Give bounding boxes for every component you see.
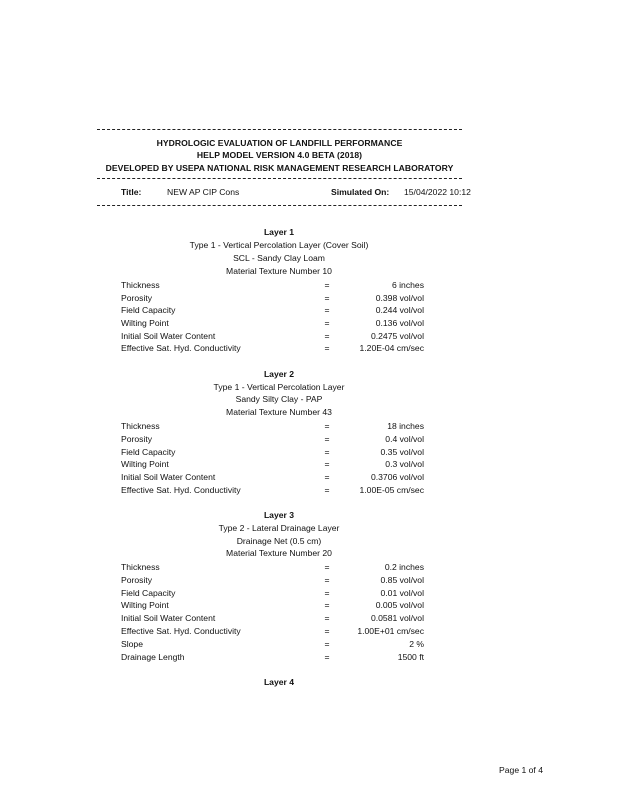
property-row (0, 562, 618, 574)
equals-sign: = (324, 472, 330, 482)
property-value: 0.005 vol/vol (375, 600, 424, 610)
property-row (0, 626, 618, 638)
property-value: 0.01 vol/vol (380, 588, 424, 598)
property-label: Wilting Point (121, 318, 169, 328)
equals-sign: = (324, 447, 330, 457)
property-value: 1.20E-04 cm/sec (359, 343, 424, 353)
title-label: Title: (121, 187, 142, 197)
property-label: Initial Soil Water Content (121, 472, 216, 482)
property-label: Wilting Point (121, 600, 169, 610)
equals-sign: = (324, 588, 330, 598)
property-value: 0.3706 vol/vol (370, 472, 424, 482)
report-header-line1: HYDROLOGIC EVALUATION OF LANDFILL PERFORMANCE (156, 138, 403, 148)
layer-heading: Layer 3 (263, 510, 295, 520)
property-row (0, 472, 618, 484)
equals-sign: = (324, 562, 330, 572)
divider-header-bottom (97, 178, 462, 179)
property-row (0, 421, 618, 433)
simulated-value: 15/04/2022 10:12 (404, 187, 471, 197)
property-label: Porosity (121, 575, 153, 585)
equals-sign: = (324, 652, 330, 662)
equals-sign: = (324, 293, 330, 303)
property-row (0, 459, 618, 471)
property-label: Porosity (121, 434, 153, 444)
property-row (0, 331, 618, 343)
property-value: 0.35 vol/vol (380, 447, 424, 457)
property-label: Drainage Length (121, 652, 185, 662)
property-label: Thickness (121, 421, 160, 431)
property-label: Thickness (121, 562, 160, 572)
equals-sign: = (324, 434, 330, 444)
layer-type: Type 1 - Vertical Percolation Layer (Cover Soil) (189, 240, 369, 250)
equals-sign: = (324, 280, 330, 290)
layer-heading: Layer 2 (263, 369, 295, 379)
equals-sign: = (324, 600, 330, 610)
layer-material: SCL - Sandy Clay Loam (233, 253, 325, 263)
property-value: 0.136 vol/vol (375, 318, 424, 328)
property-label: Effective Sat. Hyd. Conductivity (121, 626, 241, 636)
property-row (0, 485, 618, 497)
property-label: Effective Sat. Hyd. Conductivity (121, 343, 241, 353)
property-row (0, 588, 618, 600)
layer-heading: Layer 1 (263, 227, 295, 237)
property-label: Porosity (121, 293, 153, 303)
property-row (0, 293, 618, 305)
property-value: 0.2 inches (384, 562, 424, 572)
property-value: 0.0581 vol/vol (370, 613, 424, 623)
page-number: Page 1 of 4 (499, 765, 543, 775)
property-row (0, 447, 618, 459)
property-row (0, 575, 618, 587)
equals-sign: = (324, 639, 330, 649)
property-row (0, 613, 618, 625)
property-row (0, 318, 618, 330)
property-value: 0.3 vol/vol (385, 459, 424, 469)
layer-texture: Material Texture Number 43 (226, 407, 332, 417)
property-value: 1.00E-05 cm/sec (359, 485, 424, 495)
equals-sign: = (324, 485, 330, 495)
equals-sign: = (324, 343, 330, 353)
equals-sign: = (324, 318, 330, 328)
equals-sign: = (324, 331, 330, 341)
equals-sign: = (324, 626, 330, 636)
layer-heading: Layer 4 (263, 677, 295, 687)
property-value: 0.85 vol/vol (380, 575, 424, 585)
property-value: 0.244 vol/vol (375, 305, 424, 315)
property-label: Effective Sat. Hyd. Conductivity (121, 485, 241, 495)
property-value: 18 inches (387, 421, 424, 431)
property-value: 0.398 vol/vol (375, 293, 424, 303)
property-label: Field Capacity (121, 447, 176, 457)
layer-material: Sandy Silty Clay - PAP (235, 394, 323, 404)
property-label: Field Capacity (121, 588, 176, 598)
divider-top (97, 129, 462, 130)
property-label: Initial Soil Water Content (121, 331, 216, 341)
equals-sign: = (324, 613, 330, 623)
property-row (0, 600, 618, 612)
property-value: 6 inches (391, 280, 424, 290)
property-value: 1500 ft (397, 652, 424, 662)
equals-sign: = (324, 575, 330, 585)
equals-sign: = (324, 305, 330, 315)
property-row (0, 652, 618, 664)
layer-texture: Material Texture Number 10 (226, 266, 332, 276)
property-label: Wilting Point (121, 459, 169, 469)
title-value: NEW AP CIP Cons (167, 187, 240, 197)
property-row (0, 305, 618, 317)
layer-texture: Material Texture Number 20 (226, 548, 332, 558)
property-label: Initial Soil Water Content (121, 613, 216, 623)
property-label: Field Capacity (121, 305, 176, 315)
simulated-label: Simulated On: (331, 187, 390, 197)
divider-title-bottom (97, 205, 462, 206)
equals-sign: = (324, 421, 330, 431)
property-value: 0.2475 vol/vol (370, 331, 424, 341)
property-row (0, 434, 618, 446)
equals-sign: = (324, 459, 330, 469)
property-row (0, 639, 618, 651)
layer-type: Type 1 - Vertical Percolation Layer (213, 382, 345, 392)
layer-material: Drainage Net (0.5 cm) (236, 536, 322, 546)
property-value: 1.00E+01 cm/sec (357, 626, 424, 636)
property-value: 2 % (409, 639, 424, 649)
property-label: Slope (121, 639, 143, 649)
property-row (0, 280, 618, 292)
report-header-line3: DEVELOPED BY USEPA NATIONAL RISK MANAGEMENT RESEARCH LABORATORY (105, 163, 454, 173)
report-header-line2: HELP MODEL VERSION 4.0 BETA (2018) (196, 150, 363, 160)
layer-type: Type 2 - Lateral Drainage Layer (218, 523, 340, 533)
property-row (0, 343, 618, 355)
property-value: 0.4 vol/vol (385, 434, 424, 444)
property-label: Thickness (121, 280, 160, 290)
